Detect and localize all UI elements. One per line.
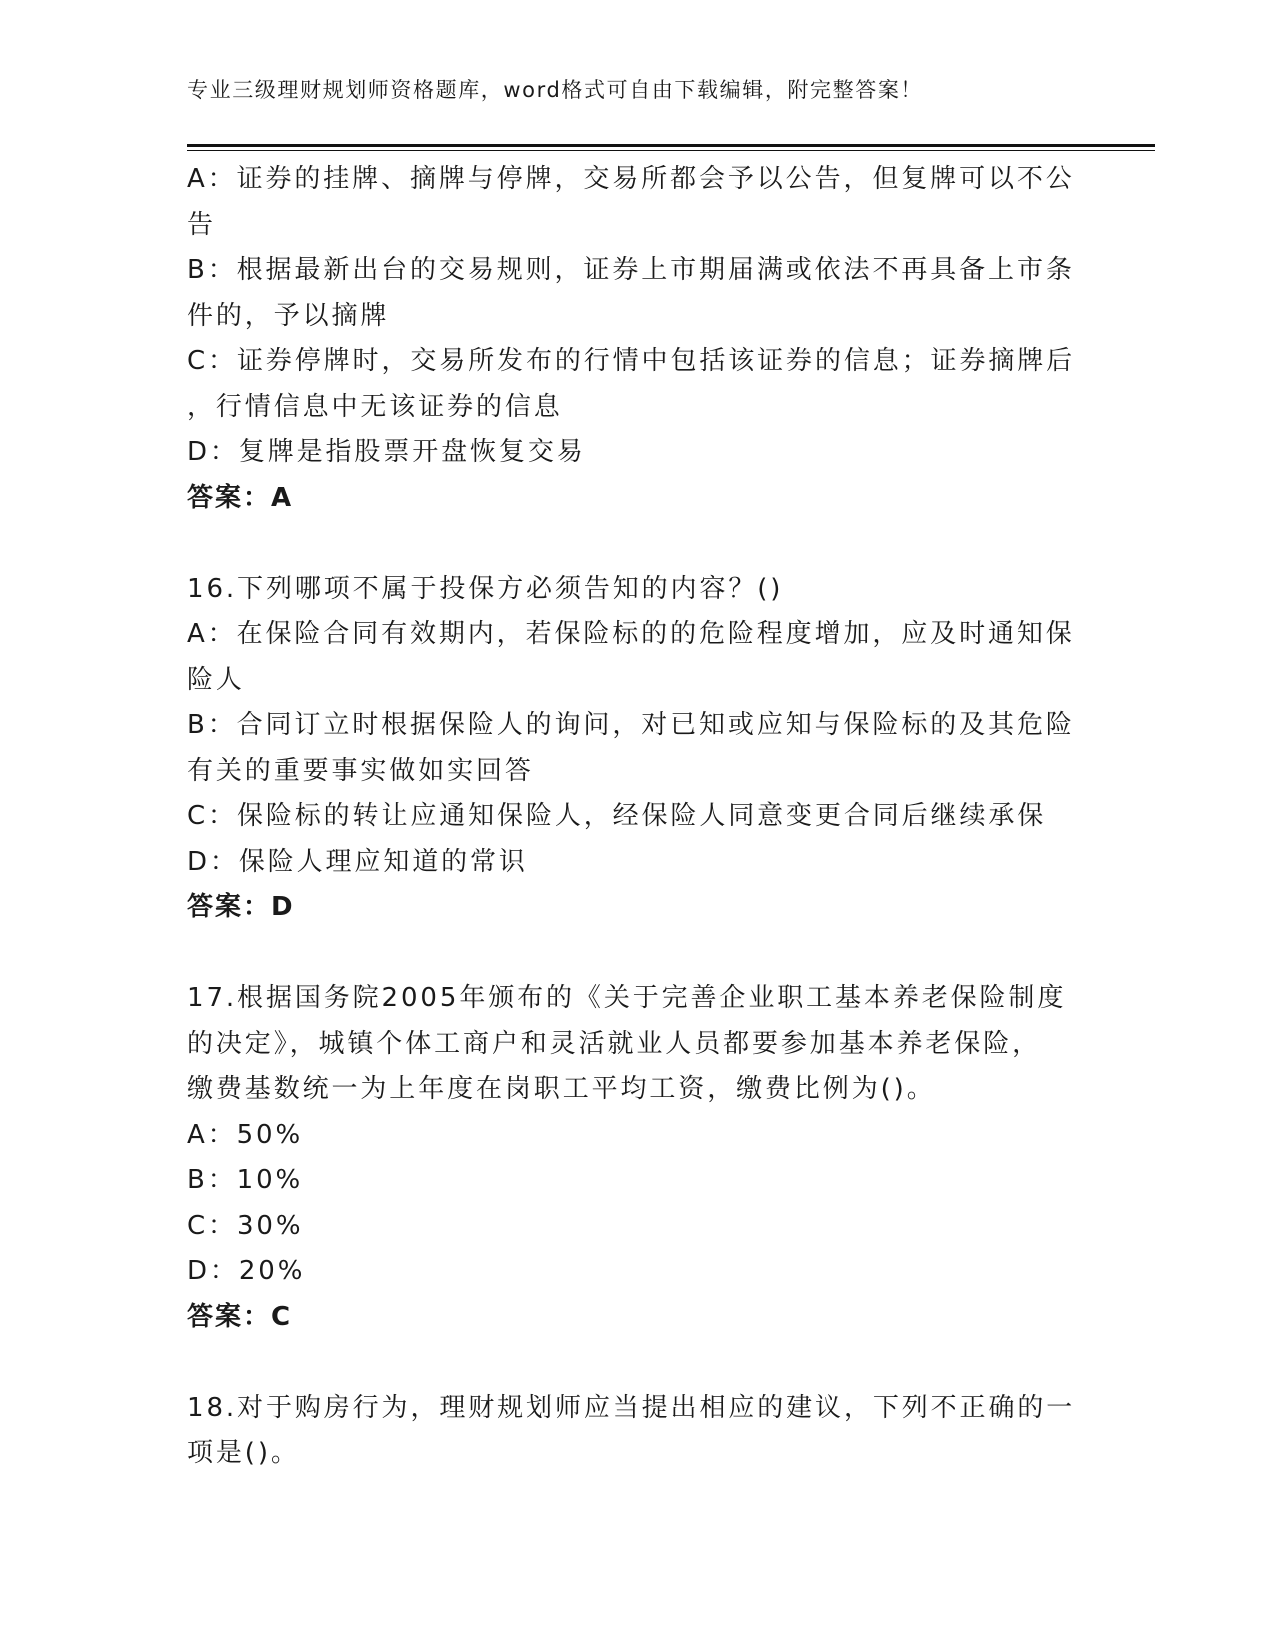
header-rule-thin xyxy=(187,150,1155,151)
question-line: 17.根据国务院2005年颁布的《关于完善企业职工基本养老保险制度 xyxy=(187,983,1067,1013)
header-rule-thick xyxy=(187,144,1155,147)
question-line: A：在保险合同有效期内，若保险标的的危险程度增加，应及时通知保 xyxy=(187,619,1075,649)
question-line: D：保险人理应知道的常识 xyxy=(187,846,528,877)
question-line: B：10% xyxy=(187,1165,304,1195)
answer-line: 答案：A xyxy=(187,482,294,513)
answer-line: 答案：D xyxy=(187,892,295,922)
question-line: 有关的重要事实做如实回答 xyxy=(187,755,534,786)
question-line: A：证券的挂牌、摘牌与停牌，交易所都会予以公告，但复牌可以不公 xyxy=(187,164,1075,194)
question-line: A：50% xyxy=(187,1119,304,1150)
question-line: D：20% xyxy=(187,1256,306,1286)
question-line: 件的，予以摘牌 xyxy=(187,300,390,331)
page-header: 专业三级理财规划师资格题库，word格式可自由下载编辑，附完整答案！ xyxy=(187,78,924,102)
question-line: 项是()。 xyxy=(187,1438,300,1468)
block-spacer xyxy=(187,521,1087,567)
question-content xyxy=(187,157,1087,1477)
question-line: B：合同订立时根据保险人的询问，对已知或应知与保险标的及其危险 xyxy=(187,710,1075,740)
question-line: 告 xyxy=(187,209,216,240)
question-block xyxy=(187,1386,1087,1477)
question-line: C：保险标的转让应通知保险人，经保险人同意变更合同后继续承保 xyxy=(187,801,1047,831)
question-line: 缴费基数统一为上年度在岗职工平均工资，缴费比例为()。 xyxy=(187,1074,936,1104)
question-line: B：根据最新出台的交易规则，证券上市期届满或依法不再具备上市条 xyxy=(187,255,1075,285)
answer-line: 答案：C xyxy=(187,1301,293,1332)
block-spacer xyxy=(187,931,1087,977)
question-line: 的决定》，城镇个体工商户和灵活就业人员都要参加基本养老保险， xyxy=(187,1028,1042,1059)
question-block xyxy=(187,157,1087,521)
question-block xyxy=(187,567,1087,931)
question-line: C：证券停牌时，交易所发布的行情中包括该证券的信息；证券摘牌后 xyxy=(187,346,1076,376)
question-line: 18.对于购房行为，理财规划师应当提出相应的建议，下列不正确的一 xyxy=(187,1392,1076,1423)
question-block xyxy=(187,976,1087,1340)
question-line: D：复牌是指股票开盘恢复交易 xyxy=(187,437,586,467)
question-line: C：30% xyxy=(187,1210,304,1241)
question-line: 16.下列哪项不属于投保方必须告知的内容？() xyxy=(187,573,784,604)
block-spacer xyxy=(187,1340,1087,1386)
question-line: ，行情信息中无该证券的信息 xyxy=(187,391,563,422)
question-line: 险人 xyxy=(187,664,245,695)
